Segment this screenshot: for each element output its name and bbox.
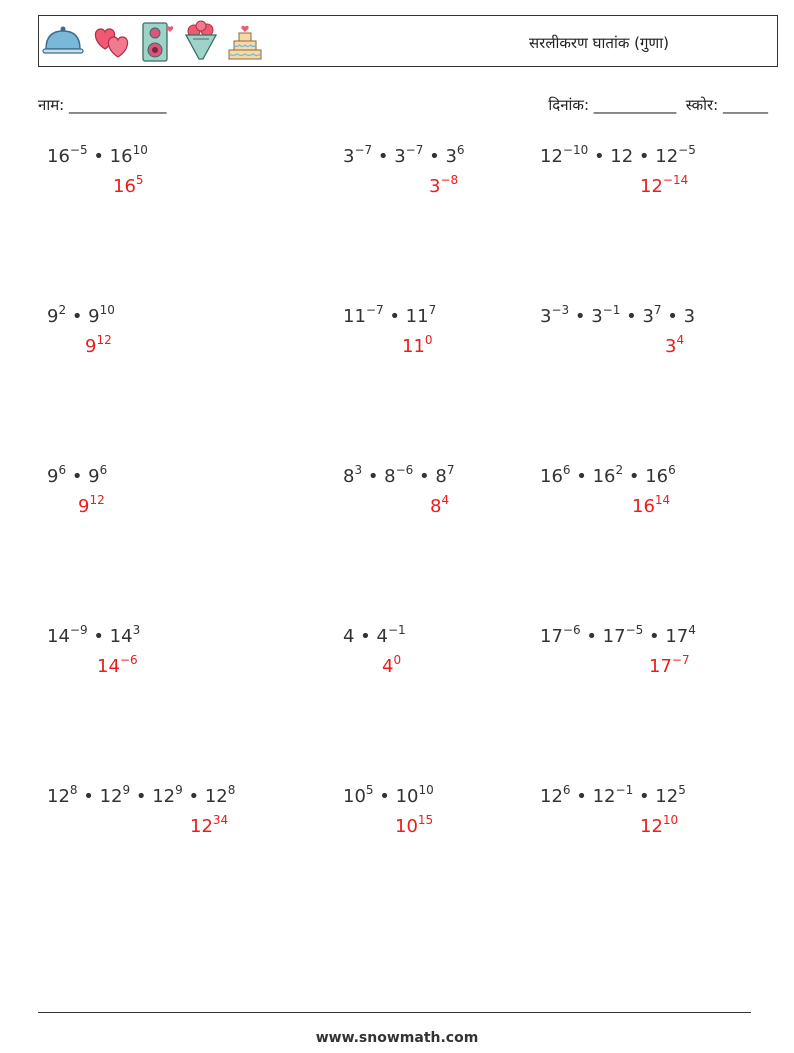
problem-answer: $16^{14}$	[632, 493, 671, 517]
problem-answer: $11^0$	[402, 333, 433, 357]
date-score-field: दिनांक: ___________ स्कोर: ______	[548, 96, 768, 114]
problem-expression: $8^3$ • $8^{-6}$ • $8^7$	[343, 463, 455, 487]
problem-answer: $14^{-6}$	[97, 653, 138, 677]
problem-expression: $10^5$ • $10^{10}$	[343, 783, 434, 807]
problem-expression: $16^6$ • $16^2$ • $16^6$	[540, 463, 676, 487]
problem-expression: $11^{-7}$ • $11^7$	[343, 303, 437, 327]
wedding-cake-icon	[225, 19, 265, 63]
problem-answer: $4^0$	[382, 653, 402, 677]
hearts-icon	[89, 19, 133, 63]
problem-expression: $3^{-7}$ • $3^{-7}$ • $3^6$	[343, 143, 465, 167]
problem-answer: $3^4$	[665, 333, 685, 357]
name-field: नाम: _____________	[38, 96, 167, 114]
problem-answer: $16^5$	[113, 173, 144, 197]
problem-answer: $3^{-8}$	[429, 173, 459, 197]
problem-expression: $16^{-5}$ • $16^{10}$	[47, 143, 148, 167]
problem-expression: $17^{-6}$ • $17^{-5}$ • $17^4$	[540, 623, 696, 647]
header-box	[38, 15, 778, 67]
problem-expression: 4 • $4^{-1}$	[343, 623, 406, 647]
problem-expression: $12^6$ • $12^{-1}$ • $12^5$	[540, 783, 686, 807]
problem-answer: $12^{34}$	[190, 813, 229, 837]
problem-expression: $12^8$ • $12^9$ • $12^9$ • $12^8$	[47, 783, 236, 807]
problem-answer: $10^{15}$	[395, 813, 434, 837]
problem-answer: $12^{-14}$	[640, 173, 689, 197]
problem-expression: $12^{-10}$ • 12 • $12^{-5}$	[540, 143, 696, 167]
problem-answer: $12^{10}$	[640, 813, 679, 837]
problem-expression: $9^2$ • $9^{10}$	[47, 303, 115, 327]
problem-answer: $17^{-7}$	[649, 653, 690, 677]
footer-divider	[38, 1012, 751, 1013]
footer-url: www.snowmath.com	[315, 1030, 479, 1046]
problem-expression: $3^{-3}$ • $3^{-1}$ • $3^7$ • 3	[540, 303, 696, 327]
serving-cloche-icon	[41, 19, 85, 63]
flower-bouquet-icon	[181, 19, 221, 63]
speaker-icon	[137, 19, 177, 63]
problem-answer: $9^{12}$	[78, 493, 105, 517]
problem-expression: $9^6$ • $9^6$	[47, 463, 108, 487]
problem-answer: $8^4$	[430, 493, 450, 517]
problem-answer: $9^{12}$	[85, 333, 112, 357]
worksheet-title: सरलीकरण घातांक (गुणा)	[529, 34, 669, 52]
problem-expression: $14^{-9}$ • $14^3$	[47, 623, 141, 647]
icon-strip	[41, 19, 265, 65]
